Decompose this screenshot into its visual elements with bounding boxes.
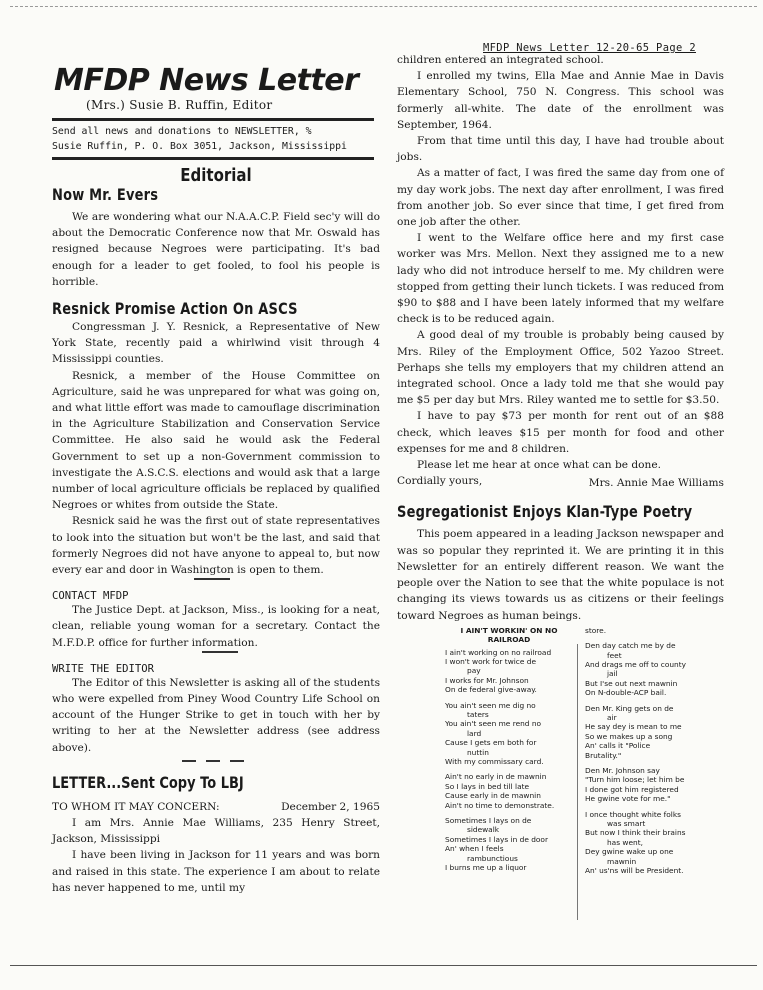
poem-line: Cause early in de mawnin [445, 791, 541, 801]
poem-line: With my commissary card. [445, 756, 544, 766]
poem-line: feet [607, 650, 622, 660]
address-line-2: Susie Ruffin, P. O. Box 3051, Jackson, Mississippi [52, 141, 347, 152]
poem-stanza [585, 704, 713, 760]
editor-line: (Mrs.) Susie B. Ruffin, Editor [86, 98, 273, 112]
poem-line: An' when I feels [445, 844, 504, 854]
segregationist-title: Segregationist Enjoys Klan-Type Poetry [397, 503, 693, 523]
poem-line: mawnin [607, 856, 637, 866]
segregationist-intro: This poem appeared in a leading Jackson newspaper and was so popular they reprinted it. We are printing it in this Newsletter for an entirely different reason. We want the people over the Nation to see that the white populace is not changing its views towards us as citizens or their feelings toward Negroes as human beings. [397, 528, 724, 622]
letter-p6: I went to the Welfare office here and my first case worker was Mrs. Mellon. Next they assigned me to a new lady who did not introduce herself to me. My children were stopped from getting their lunch tickets. I was reduced from $90 to $88 and I have been lately informed that my welfare check is to be reduced again. [397, 232, 724, 326]
poem-line: lard [467, 728, 482, 738]
poem-line: Brutality." [585, 750, 622, 760]
poem-stanza [445, 648, 573, 695]
evers-text: We are wondering what our N.A.A.C.P. Field sec'y will do about the Democratic Conference now that Mr. Oswald has resigned because Negroes were participating. It's bad enough for a leader to get fooled, to fool his people is horrible. [52, 211, 380, 288]
letter-p9: Please let me hear at once what can be done. [417, 459, 661, 472]
letter-p2a: I have been living in Jackson for 11 years and was born and raised in this state. The experience I am about to relate has never happened to me, until my [52, 849, 380, 894]
poem-title-2: RAILROAD [487, 635, 531, 645]
poem-line: "Turn him loose; let him be [585, 775, 685, 785]
poem-line: taters [467, 709, 489, 719]
evers-title: Now Mr. Evers [52, 186, 159, 205]
poem-line: was smart [607, 819, 646, 829]
letter-p7: A good deal of my trouble is probably being caused by Mrs. Riley of the Employment Office, 502 Yazoo Street. Perhaps she tells my employers that my children attend an integrated school. Once a lady told me that she would pay me $5 per day but Mrs. Riley wanted me to settle for $3.50. [397, 329, 724, 407]
letter-head: LETTER...Sent Copy To LBJ [52, 774, 244, 793]
letter-to-line [52, 799, 380, 815]
poem-stanza [445, 816, 573, 872]
poem-line: He say dey is mean to me [585, 722, 682, 732]
letter-date: December 2, 1965 [281, 800, 380, 813]
poem-line: air [607, 712, 617, 722]
poem-line: sidewalk [467, 825, 500, 835]
contact-head: CONTACT MFDP [52, 590, 129, 603]
left-column [52, 40, 380, 896]
letter-p8: I have to pay $73 per month for rent out of an $88 check, which leaves $15 per month for food and other expenses for me and 8 children. [397, 410, 724, 455]
poem-line: I won't work for twice de [445, 656, 536, 666]
poem [397, 626, 724, 924]
letter-p4: From that time until this day, I have had trouble about jobs. [397, 135, 724, 164]
resnick-p3: Resnick said he was the first out of state representatives to look into the situation but won't be the last, and said that formerly Negroes did not have anyone to appeal to, but now every ear and door in Washington is open to them. [52, 515, 380, 577]
letter-to: TO WHOM IT MAY CONCERN: [52, 800, 220, 813]
poem-left-column [445, 626, 573, 879]
poem-line: Cause I gets em both for [445, 738, 537, 748]
poem-line: So I lays in bed till late [445, 781, 530, 791]
right-column [397, 42, 724, 924]
top-rule [10, 6, 757, 7]
masthead: MFDP News Letter [54, 63, 359, 98]
poem-line: But now I think their brains [585, 828, 686, 838]
resnick-title: Resnick Promise Action On ASCS [52, 300, 298, 319]
letter-p2b: children entered an integrated school. [397, 54, 604, 66]
poem-line: Sometimes I lays in de door [445, 834, 548, 844]
poem-line: You ain't seen me dig no [445, 700, 536, 710]
poem-line: Ain't no time to demonstrate. [445, 800, 555, 810]
poem-stanza [445, 701, 573, 767]
poem-line: So we makes up a song [585, 731, 673, 741]
page-header: MFDP News Letter 12-20-65 Page 2 [483, 42, 696, 54]
write-text: The Editor of this Newsletter is asking all of the students who were expelled from Piney Wood Country Life School on account of the Hunger Strike to get in touch with her by writing to her at the Newsletter address (see address above). [52, 676, 380, 754]
poem-line: rambunctious [467, 853, 518, 863]
divider-dashes [182, 760, 380, 762]
editorial-title: Editorial [180, 164, 252, 186]
poem-stanza [585, 641, 713, 697]
poem-line: Den day catch me by de [585, 641, 676, 651]
poem-line: You ain't seen me rend no [445, 719, 542, 729]
contact-text: The Justice Dept. at Jackson, Miss., is looking for a neat, clean, reliable young woman for a secretary. Contact the M.F.D.P. office for further information. [52, 604, 380, 649]
poem-line: He gwine vote for me." [585, 794, 671, 804]
address-line-1: Send all news and donations to NEWSLETTER, % [52, 126, 312, 137]
poem-line: Sometimes I lays on de [445, 816, 532, 826]
write-head: WRITE THE EDITOR [52, 662, 155, 675]
poem-line: pay [467, 666, 481, 676]
poem-line: store. [585, 625, 607, 635]
poem-stanza [585, 626, 713, 635]
poem-line: And drags me off to county [585, 659, 686, 669]
poem-line: An' calls it "Police [585, 741, 651, 751]
poem-right-column [585, 626, 713, 882]
address-box [52, 118, 374, 160]
poem-line: On de federal give-away. [445, 685, 537, 695]
poem-line: has went, [607, 837, 643, 847]
poem-line: Ain't no early in de mawnin [445, 772, 547, 782]
poem-line: I burns me up a liquor [445, 863, 527, 873]
poem-line: Den Mr. Johnson say [585, 765, 660, 775]
poem-line: Den Mr. King gets on de [585, 703, 674, 713]
poem-line: On N-double-ACP bail. [585, 688, 667, 698]
poem-line: nuttin [467, 747, 489, 757]
poem-line: jail [607, 669, 618, 679]
letter-closing: Cordially yours, [397, 475, 483, 488]
letter-p5: As a matter of fact, I was fired the same day from one of my day work jobs. The next day after enrollment, I was fired from another job. So ever since that time, I get fired from one job after the other. [397, 167, 724, 229]
poem-line: I done got him registered [585, 784, 679, 794]
divider-dash [194, 578, 230, 580]
letter-p3: I enrolled my twins, Ella Mae and Annie Mae in Davis Elementary School, 750 N. Congress. This school was formerly all-white. The date of the enrollment was September, 1964. [397, 70, 724, 131]
poem-line: Dey gwine wake up one [585, 847, 674, 857]
poem-line: But I'se out next mawnin [585, 678, 678, 688]
poem-line: I ain't working on no railroad [445, 647, 552, 657]
poem-stanza [445, 772, 573, 810]
bottom-rule [10, 965, 757, 966]
resnick-p1: Congressman J. Y. Resnick, a Representative of New York State, recently paid a whirlwind visit through 4 Mississippi counties. [52, 321, 380, 366]
poem-stanza [585, 810, 713, 876]
poem-line: An' us'ns will be President. [585, 866, 684, 876]
letter-p1: I am Mrs. Annie Mae Williams, 235 Henry Street, Jackson, Mississippi [52, 816, 380, 846]
poem-line: I works for Mr. Johnson [445, 675, 529, 685]
divider-dash [202, 651, 238, 653]
resnick-p2: Resnick, a member of the House Committee on Agriculture, said he was unprepared for what was going on, and what little effort was made to camouflage discrimination in the Agriculture Stabilization and Conservation Service Committee. He also said he would ask the Federal Government to set up a non-Government commission to investigate the A.S.C.S. elections and would ask that a large number of local agriculture officials be replaced by qualified Negroes or whites from outside the State. [52, 369, 380, 512]
poem-stanza [585, 766, 713, 804]
letter-signature: Mrs. Annie Mae Williams [588, 477, 724, 490]
poem-line: I once thought white folks [585, 809, 681, 819]
poem-divider [577, 644, 578, 920]
poem-title-1: I AIN'T WORKIN' ON NO [460, 625, 558, 635]
